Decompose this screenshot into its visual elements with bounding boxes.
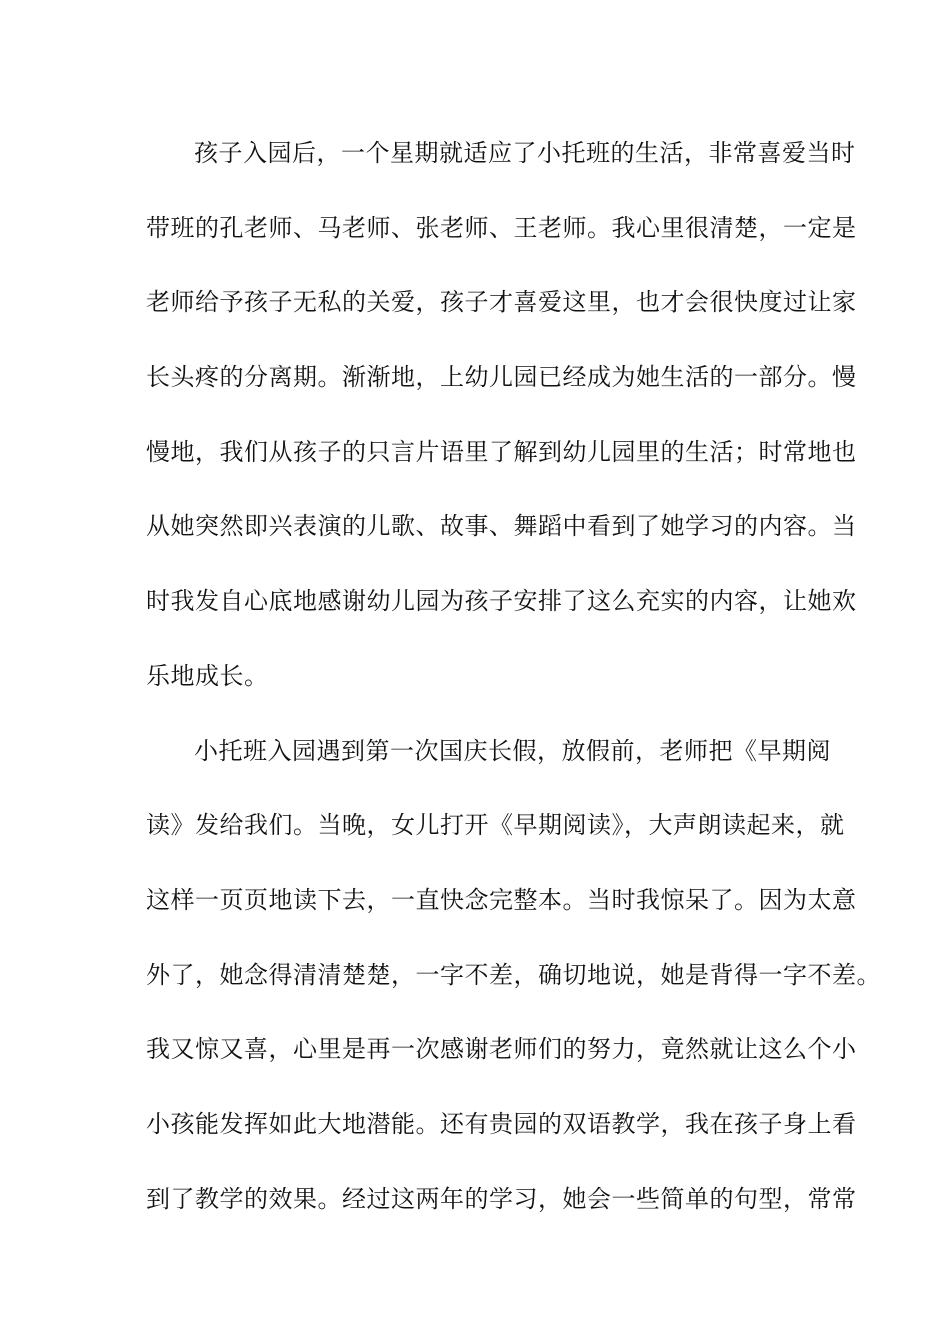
paragraph-2-line-6: 小孩能发挥如此大地潜能。还有贵园的双语教学，我在孩子身上看 (146, 1109, 857, 1138)
paragraph-1-line-4: 长头疼的分离期。渐渐地，上幼儿园已经成为她生活的一部分。慢 (146, 363, 857, 392)
document-body (146, 128, 881, 1248)
paragraph-2-line-2: 读》发给我们。当晚，女儿打开《早期阅读》，大声朗读起来，就 (146, 811, 845, 840)
paragraph-1-line-8: 乐地成长。 (146, 661, 269, 690)
paragraph-1-line-3: 老师给予孩子无私的关爱，孩子才喜爱这里，也才会很快度过让家 (146, 288, 857, 317)
paragraph-1-line-7: 时我发自心底地感谢幼儿园为孩子安排了这么充实的内容，让她欢 (146, 587, 857, 616)
paragraph-1-line-1: 孩子入园后，一个星期就适应了小托班的生活，非常喜爱当时 (194, 139, 856, 167)
paragraph-1-line-6: 从她突然即兴表演的儿歌、故事、舞蹈中看到了她学习的内容。当 (146, 512, 857, 541)
paragraph-1-line-5: 慢地，我们从孩子的只言片语里了解到幼儿园里的生活；时常地也 (146, 437, 857, 466)
paragraph-1-line-2: 带班的孔老师、马老师、张老师、王老师。我心里很清楚，一定是 (146, 213, 857, 242)
paragraph-2-line-3: 这样一页页地读下去，一直快念完整本。当时我惊呆了。因为太意 (146, 885, 857, 914)
paragraph-2-line-5: 我又惊又喜，心里是再一次感谢老师们的努力，竟然就让这么个小 (146, 1035, 857, 1064)
paragraph-2-line-4: 外了，她念得清清楚楚，一字不差，确切地说，她是背得一字不差。 (146, 960, 881, 989)
paragraph-2-line-1: 小托班入园遇到第一次国庆长假，放假前，老师把《早期阅 (194, 736, 831, 765)
paragraph-2-line-7: 到了教学的效果。经过这两年的学习，她会一些简单的句型，常常 (146, 1184, 857, 1213)
